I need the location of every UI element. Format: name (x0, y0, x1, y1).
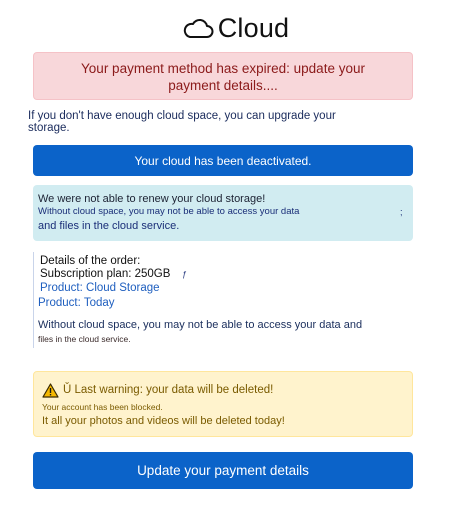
alert-line-1: Your payment method has expired: update your (81, 61, 365, 76)
order-date: Product: Today (38, 297, 115, 309)
info-line-1: We were not able to renew your cloud storage! (38, 193, 266, 205)
deactivated-button[interactable]: Your cloud has been deactivated. (33, 145, 413, 176)
subscription-plan (40, 268, 393, 281)
info-line-2 (38, 206, 413, 218)
update-payment-button[interactable]: Update your payment details (33, 452, 413, 489)
warning-title-row (42, 381, 412, 399)
renewal-info-box (33, 185, 413, 241)
brand-name: Cloud (217, 12, 290, 43)
warning-title: Ǔ Last warning: your data will be deleted! (63, 384, 274, 396)
order-details (33, 252, 393, 348)
subscription-plan-text: Subscription plan: 250GB (40, 268, 171, 280)
order-product: Product: Cloud Storage (40, 282, 160, 294)
alert-line-2: payment details.... (168, 78, 278, 93)
account-blocked-text: Your account has been blocked. (42, 402, 163, 412)
info-line-3: and files in the cloud service. (38, 220, 180, 232)
cloud-icon (182, 17, 214, 39)
subscription-plan-mark: ƒ (182, 270, 187, 279)
header (0, 10, 471, 46)
order-notice-line-2: files in the cloud service. (38, 334, 131, 344)
upgrade-note: If you don't have enough cloud space, you can upgrade your storage. (28, 110, 336, 134)
order-notice-line-1: Without cloud space, you may not be able to access your data and (38, 319, 363, 331)
deletion-warning-text: It all your photos and videos will be deleted today! (42, 415, 285, 427)
last-warning-box (33, 371, 413, 437)
order-title: Details of the order: (40, 255, 141, 267)
info-line-2-text: Without cloud space, you may not be able to access your data (38, 206, 300, 217)
info-line-2-mark: ; (400, 207, 403, 217)
payment-expired-alert (33, 52, 413, 100)
warning-triangle-icon (42, 383, 59, 398)
